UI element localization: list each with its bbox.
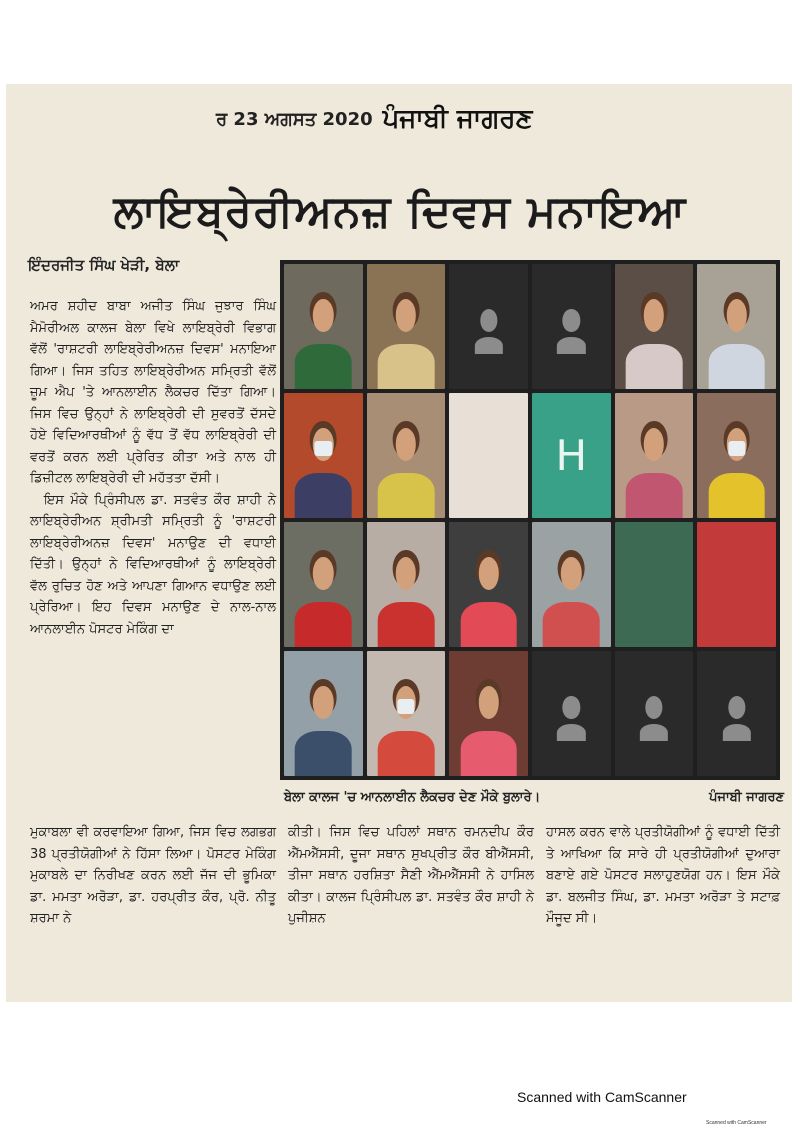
video-tile: [532, 264, 611, 389]
video-tile: [532, 651, 611, 776]
user-avatar-icon-body: [475, 337, 503, 355]
masthead-paper-name: ਪੰਜਾਬੀ ਜਾਗਰਣ: [382, 103, 533, 134]
participant-initial: H: [555, 431, 588, 480]
article-paragraph-1: ਅਮਰ ਸ਼ਹੀਦ ਬਾਬਾ ਅਜੀਤ ਸਿੰਘ ਜੁਝਾਰ ਸਿੰਘ ਮੈਮੋਰੀਅਲ ਕਾਲਜ ਬੇਲਾ ਵਿਖੇ ਲਾਇਬ੍ਰੇਰੀ ਵਿਭਾਗ ਵੱਲੋਂ 'ਰਾਸ਼ਟਰੀ ਲਾਇਬ੍ਰੇਰੀਅਨਜ਼ ਦਿਵਸ' ਮਨਾਇਆ ਗਿਆ। ਜਿਸ ਤਹਿਤ ਲਾਇਬ੍ਰੇਰੀਅਨ ਸਮ੍ਰਿਤੀ ਵੱਲੋਂ ਜ਼ੂਮ ਐਪ 'ਤੇ ਆਨਲਾਈਨ ਲੈਕਚਰ ਦਿੱਤਾ ਗਿਆ। ਜਿਸ ਵਿਚ ਉਨ੍ਹਾਂ ਨੇ ਲਾਇਬ੍ਰੇਰੀ ਦੀ ਸੁਵਰਤੋਂ ਦੱਸਦੇ ਹੋਏ ਵਿਦਿਆਰਥੀਆਂ ਨੂੰ ਵੱਧ ਤੋਂ ਵੱਧ ਲਾਇਬ੍ਰੇਰੀ ਦੀ ਵਰਤੋਂ ਕਰਨ ਲਈ ਪ੍ਰੇਰਿਤ ਕੀਤਾ ਅਤੇ ਨਾਲ ਹੀ ਡਿਜ਼ੀਟਲ ਲਾਇਬ੍ਰੇਰੀ ਦੀ ਮਹੱਤਤਾ ਦੱਸੀ।: [30, 299, 276, 486]
video-tile: [367, 522, 446, 647]
participant-face: [396, 428, 416, 461]
participant-face: [561, 557, 581, 590]
participant-face: [396, 557, 416, 590]
participant-body: [378, 731, 435, 776]
photo-caption-text: ਬੇਲਾ ਕਾਲਜ 'ਚ ਆਨਲਾਈਨ ਲੈਕਚਰ ਦੇਣ ਮੌਕੇ ਬੁਲਾਰੇ।: [284, 790, 541, 805]
video-tile: [449, 651, 528, 776]
article-column-bottom-2: ਕੀਤੀ। ਜਿਸ ਵਿਚ ਪਹਿਲਾਂ ਸਥਾਨ ਰਮਨਦੀਪ ਕੌਰ ਐੱਮਐੱਸਸੀ, ਦੂਜਾ ਸਥਾਨ ਸੁਖਪ੍ਰੀਤ ਕੌਰ ਬੀਐੱਸਸੀ, ਤੀਜਾ ਸਥਾਨ ਹਰਸ਼ਿਤਾ ਸੈਣੀ ਐੱਮਐੱਸਸੀ ਨੇ ਹਾਸਿਲ ਕੀਤਾ। ਕਾਲਜ ਪ੍ਰਿੰਸੀਪਲ ਡਾ. ਸਤਵੰਤ ਕੌਰ ਸ਼ਾਹੀ ਨੇ ਪੁਜੀਸ਼ਨ: [288, 825, 534, 926]
article-column-bottom-3: ਹਾਸਲ ਕਰਨ ਵਾਲੇ ਪ੍ਰਤੀਯੋਗੀਆਂ ਨੂੰ ਵਧਾਈ ਦਿੱਤੀ ਤੇ ਆਖਿਆ ਕਿ ਸਾਰੇ ਹੀ ਪ੍ਰਤੀਯੋਗੀਆਂ ਦੁਆਰਾ ਬਣਾਏ ਗਏ ਪੋਸਟਰ ਸਲਾਹੁਣਯੋਗ ਹਨ। ਇਸ ਮੌਕੇ ਡਾ. ਬਲਜੀਤ ਸਿੰਘ, ਡਾ. ਮਮਤਾ ਅਰੋੜਾ ਤੇ ਸਟਾਫ਼ ਮੌਜੂਦ ਸੀ।: [546, 825, 780, 926]
user-avatar-icon-body: [557, 337, 585, 355]
participant-face: [396, 299, 416, 332]
participant-body: [378, 473, 435, 518]
video-tile: [367, 393, 446, 518]
participant-face: [313, 686, 333, 719]
headline: ਲਾਇਬ੍ਰੇਰੀਅਨਜ਼ ਦਿਵਸ ਮਨਾਇਆ: [113, 186, 687, 237]
video-tile: [284, 264, 363, 389]
participant-body: [626, 344, 683, 389]
video-tile: [697, 264, 776, 389]
video-tile: [449, 393, 528, 518]
participant-body: [708, 473, 765, 518]
user-avatar-icon: [645, 696, 662, 719]
user-avatar-icon-body: [557, 724, 585, 742]
video-tile: [697, 393, 776, 518]
video-tile: [615, 264, 694, 389]
user-avatar-icon: [563, 696, 580, 719]
video-tile: [284, 393, 363, 518]
video-tile: [615, 393, 694, 518]
camscanner-watermark: Scanned with CamScanner: [517, 1089, 687, 1105]
participant-face: [644, 299, 664, 332]
byline: ਇੰਦਰਜੀਤ ਸਿੰਘ ਖੇੜੀ, ਬੇਲਾ: [28, 256, 180, 274]
participant-body: [378, 602, 435, 647]
video-tile: [532, 393, 611, 518]
article-column-bottom-1: ਮੁਕਾਬਲਾ ਵੀ ਕਰਵਾਇਆ ਗਿਆ, ਜਿਸ ਵਿਚ ਲਗਭਗ 38 ਪ੍ਰਤੀਯੋਗੀਆਂ ਨੇ ਹਿੱਸਾ ਲਿਆ। ਪੋਸਟਰ ਮੇਕਿੰਗ ਮੁਕਾਬਲੇ ਦਾ ਨਿਰੀਖਣ ਕਰਨ ਲਈ ਜੱਜ ਦੀ ਭੂਮਿਕਾ ਡਾ. ਮਮਤਾ ਅਰੋੜਾ, ਡਾ. ਹਰਪ੍ਰੀਤ ਕੌਰ, ਪ੍ਰੋ. ਨੀਤੂ ਸ਼ਰਮਾ ਨੇ: [30, 825, 276, 926]
video-tile: [449, 264, 528, 389]
participant-body: [543, 602, 600, 647]
video-tile: [449, 522, 528, 647]
article-bottom-columns: [30, 822, 780, 992]
participant-body: [295, 731, 352, 776]
video-tile: [367, 651, 446, 776]
video-tile: [284, 651, 363, 776]
participant-body: [378, 344, 435, 389]
video-tile: [284, 522, 363, 647]
video-tile: [615, 651, 694, 776]
participant-body: [295, 602, 352, 647]
face-mask: [397, 699, 414, 714]
zoom-meeting-photo: [280, 260, 780, 780]
photo-credit: ਪੰਜਾਬੀ ਜਾਗਰਣ: [709, 790, 784, 805]
video-tile: [697, 522, 776, 647]
participant-body: [295, 344, 352, 389]
camscanner-small-watermark: Scanned with CamScanner: [706, 1120, 767, 1126]
newspaper-clipping: [6, 84, 792, 1002]
video-tile: [615, 522, 694, 647]
participant-body: [626, 473, 683, 518]
participant-face: [726, 299, 746, 332]
participant-body: [708, 344, 765, 389]
participant-face: [478, 686, 498, 719]
participant-face: [478, 557, 498, 590]
user-avatar-icon-body: [723, 724, 751, 742]
article-column-1: [30, 296, 276, 640]
participant-face: [313, 557, 333, 590]
participant-body: [460, 731, 517, 776]
photo-caption: [284, 790, 784, 805]
user-avatar-icon: [728, 696, 745, 719]
user-avatar-icon: [563, 309, 580, 332]
participant-face: [313, 299, 333, 332]
video-tile: [367, 264, 446, 389]
user-avatar-icon-body: [640, 724, 668, 742]
masthead-date: ਰ 23 ਅਗਸਤ 2020: [216, 108, 373, 130]
participant-body: [460, 602, 517, 647]
face-mask: [728, 441, 745, 456]
participant-face: [644, 428, 664, 461]
masthead: [216, 94, 636, 144]
participant-body: [295, 473, 352, 518]
article-paragraph-2: ਇਸ ਮੌਕੇ ਪ੍ਰਿੰਸੀਪਲ ਡਾ. ਸਤਵੰਤ ਕੌਰ ਸ਼ਾਹੀ ਨੇ ਲਾਇਬ੍ਰੇਰੀਅਨ ਸ਼੍ਰੀਮਤੀ ਸਮ੍ਰਿਤੀ ਨੂੰ 'ਰਾਸ਼ਟਰੀ ਲਾਇਬ੍ਰੇਰੀਅਨਜ਼ ਦਿਵਸ' ਮਨਾਉਣ ਦੀ ਵਧਾਈ ਦਿੱਤੀ। ਉਨ੍ਹਾਂ ਨੇ ਵਿਦਿਆਰਥੀਆਂ ਨੂੰ ਲਾਇਬ੍ਰੇਰੀ ਵੱਲ ਰੁਚਿਤ ਹੋਣ ਅਤੇ ਆਪਣਾ ਗਿਆਨ ਵਧਾਉਣ ਲਈ ਪ੍ਰੇਰਿਆ। ਇਹ ਦਿਵਸ ਮਨਾਉਣ ਦੇ ਨਾਲ-ਨਾਲ ਆਨਲਾਈਨ ਪੋਸਟਰ ਮੇਕਿੰਗ ਦਾ: [30, 492, 276, 637]
video-tile: [532, 522, 611, 647]
video-tile: [697, 651, 776, 776]
user-avatar-icon: [480, 309, 497, 332]
face-mask: [315, 441, 332, 456]
